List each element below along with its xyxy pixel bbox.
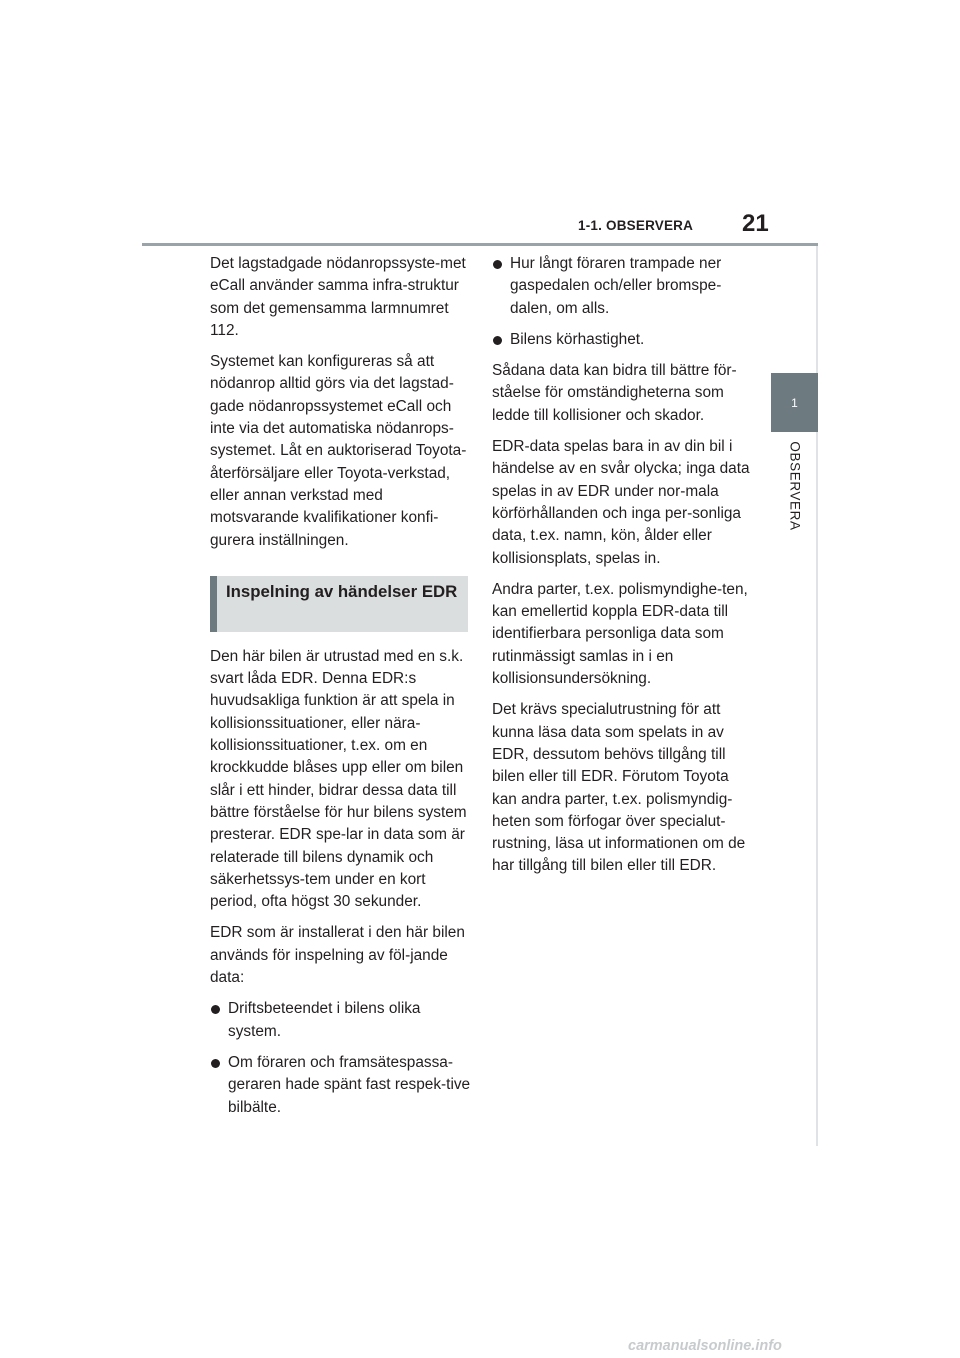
list-item bbox=[210, 998, 472, 1043]
right-column bbox=[492, 253, 754, 887]
bullet-icon bbox=[211, 1005, 220, 1014]
paragraph: Det lagstadgade nödanropssyste-met eCall använder samma infra-struktur som det gemensamma larmnumret 112. bbox=[210, 255, 466, 339]
list-item-text: Bilens körhastighet. bbox=[510, 330, 645, 348]
left-column bbox=[210, 253, 472, 1128]
section-heading bbox=[210, 576, 468, 632]
chapter-tab[interactable] bbox=[771, 373, 818, 432]
paragraph: EDR-data spelas bara in av din bil i händelse av en svår olycka; inga data spelas in av EDR under nor-mala körförhållanden och inga per-sonliga data, t.ex. namn, kön, ålder eller kollisionsplats, spelas in. bbox=[492, 438, 750, 567]
paragraph: EDR som är installerat i den här bilen används för inspelning av föl-jande data: bbox=[210, 924, 465, 987]
chapter-number: 1 bbox=[791, 395, 798, 410]
page-number: 21 bbox=[742, 210, 769, 237]
list-item-text: Driftsbeteendet i bilens olika system. bbox=[228, 1000, 421, 1040]
bullet-icon bbox=[493, 336, 502, 345]
paragraph: Den här bilen är utrustad med en s.k. svart låda EDR. Denna EDR:s huvudsakliga funktion är att spela in kollisionssituationer, eller nära-kollisionssituationer, t.ex. om en krockkudde blåses upp eller om bilen slår i ett hinder, bidrar dessa data till bättre förståelse för hur bilens system presterar. EDR spe-lar in data som är relaterade till bilens dynamik och säkerhetssys-tem under en kort period, ofta högst 30 sekunder. bbox=[210, 647, 467, 911]
paragraph: Andra parter, t.ex. polismyndighe-ten, kan emellertid koppla EDR-data till identifierbara personliga data som rutinmässigt samlas in i en kollisionsundersökning. bbox=[492, 580, 748, 688]
header-divider bbox=[142, 243, 818, 246]
list-item bbox=[210, 1052, 472, 1119]
chapter-label: OBSERVERA bbox=[787, 441, 803, 531]
list-item-text: Om föraren och framsätespassa-geraren hade spänt fast respek-tive bilbälte. bbox=[228, 1053, 471, 1116]
paragraph: Det krävs specialutrustning för att kunna läsa data som spelats in av EDR, dessutom behövs tillgång till bilen eller till EDR. Förutom Toyota kan andra parter, t.ex. polismyndig-heten som förfogar över specialut-rustning, läsa ut informationen om de har tillgång till bilen eller till EDR. bbox=[492, 701, 746, 875]
section-heading-text: Inspelning av händelser EDR bbox=[226, 581, 458, 601]
section-header-title: 1-1. OBSERVERA bbox=[578, 218, 694, 233]
paragraph: Sådana data kan bidra till bättre för-ståelse för omständigheterna som ledde till kollisioner och skador. bbox=[492, 362, 737, 424]
list-item-text: Hur långt föraren trampade ner gaspedalen och/eller bromspe-dalen, om alls. bbox=[510, 255, 722, 317]
bullet-icon bbox=[211, 1059, 220, 1068]
list-item bbox=[492, 253, 754, 320]
paragraph: Systemet kan konfigureras så att nödanrop alltid görs via det lagstad-gade nödanropssystemet eCall och inte via det automatiska nödanrops-systemet. Låt en auktoriserad Toyota-återförsäljare eller Toyota-verkstad, eller annan verkstad med motsvarande kvalifikationer konfi-gurera inställningen. bbox=[210, 353, 467, 549]
list-item bbox=[492, 329, 754, 351]
bullet-icon bbox=[493, 260, 502, 269]
watermark: carmanualsonline.info bbox=[628, 1338, 782, 1354]
